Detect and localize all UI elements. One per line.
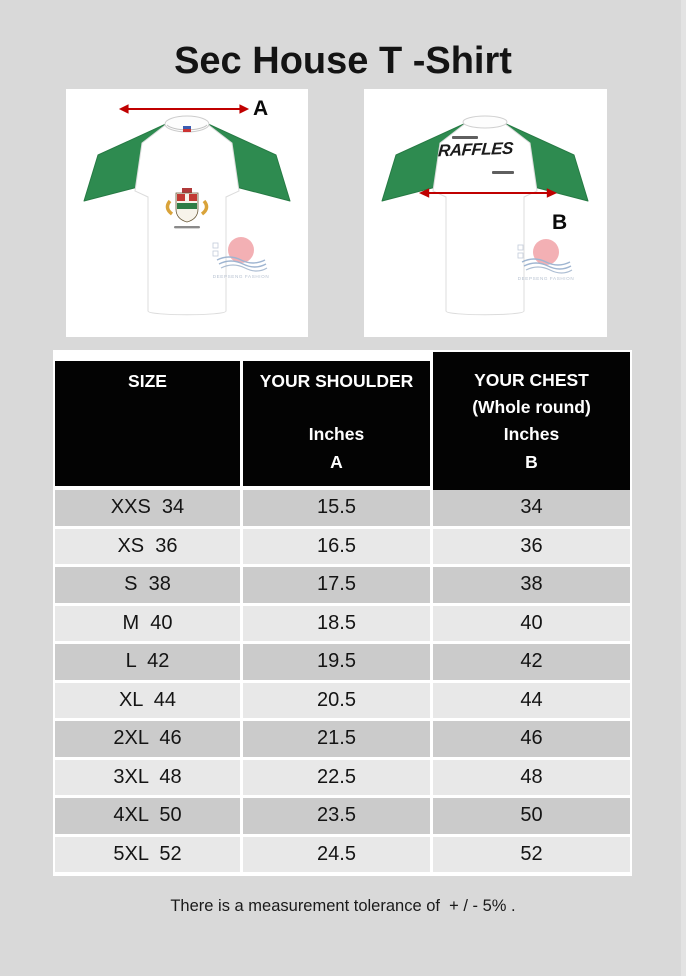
back-print-text: RAFFLES xyxy=(437,138,514,161)
table-row xyxy=(55,683,630,719)
shoulder-cell: 15.5 xyxy=(243,490,430,526)
chest-cell: 46 xyxy=(433,721,630,757)
tolerance-note: There is a measurement tolerance of + / - 5% . xyxy=(170,897,516,915)
chest-cell: 50 xyxy=(433,798,630,834)
size-cell: M 40 xyxy=(55,606,240,642)
column-subtitle-label: (Whole round) xyxy=(472,397,591,417)
chest-cell: 48 xyxy=(433,760,630,796)
table-row xyxy=(55,644,630,680)
shoulder-cell: 21.5 xyxy=(243,721,430,757)
watermark-text: DEEPSENG FASHION xyxy=(212,274,269,279)
size-cell: 5XL 52 xyxy=(55,837,240,873)
table-row xyxy=(55,606,630,642)
size-cell: XL 44 xyxy=(55,683,240,719)
shoulder-cell: 20.5 xyxy=(243,683,430,719)
crest-caption xyxy=(174,226,200,228)
column-unit-label: Inches xyxy=(308,424,365,444)
size-table xyxy=(53,350,632,876)
table-row xyxy=(55,567,630,603)
chest-cell: 42 xyxy=(433,644,630,680)
table-body xyxy=(55,490,630,872)
column-letter-label: B xyxy=(525,452,538,472)
column-unit-label: Inches xyxy=(503,424,560,444)
chest-cell: 34 xyxy=(433,490,630,526)
watermark-logo xyxy=(516,239,574,285)
header-chest xyxy=(433,352,630,490)
watermark-text: DEEPSENG FASHION xyxy=(517,276,574,281)
column-header-label: YOUR CHEST xyxy=(474,370,589,390)
header-shoulder xyxy=(243,361,430,486)
shoulder-cell: 24.5 xyxy=(243,837,430,873)
measure-label-b: B xyxy=(552,211,568,234)
table-row xyxy=(55,490,630,526)
page-title: Sec House T -Shirt xyxy=(174,40,512,82)
column-header-label: SIZE xyxy=(128,371,167,391)
back-shirt-photo xyxy=(364,89,607,337)
table-row xyxy=(55,798,630,834)
shoulder-cell: 16.5 xyxy=(243,529,430,565)
table-row xyxy=(55,721,630,757)
chest-cell: 36 xyxy=(433,529,630,565)
size-cell: 3XL 48 xyxy=(55,760,240,796)
size-cell: XS 36 xyxy=(55,529,240,565)
size-cell: XXS 34 xyxy=(55,490,240,526)
back-print-small-text xyxy=(452,136,478,139)
size-cell: L 42 xyxy=(55,644,240,680)
chest-cell: 38 xyxy=(433,567,630,603)
chest-cell: 52 xyxy=(433,837,630,873)
size-cell: 4XL 50 xyxy=(55,798,240,834)
shoulder-cell: 17.5 xyxy=(243,567,430,603)
back-print-small-text xyxy=(492,171,514,174)
table-row xyxy=(55,529,630,565)
chest-cell: 40 xyxy=(433,606,630,642)
column-header-label: YOUR SHOULDER xyxy=(259,371,414,391)
watermark-logo xyxy=(211,237,269,283)
size-cell: 2XL 46 xyxy=(55,721,240,757)
shoulder-cell: 23.5 xyxy=(243,798,430,834)
table-row xyxy=(55,837,630,873)
column-letter-label: A xyxy=(330,452,343,472)
front-shirt-graphic xyxy=(74,113,300,321)
shoulder-cell: 18.5 xyxy=(243,606,430,642)
chest-cell: 44 xyxy=(433,683,630,719)
page-edge xyxy=(681,0,686,976)
measure-label-a: A xyxy=(253,97,269,120)
collar xyxy=(463,116,507,128)
table-row xyxy=(55,760,630,796)
header-size xyxy=(55,361,240,486)
shoulder-cell: 19.5 xyxy=(243,644,430,680)
front-shirt-photo xyxy=(66,89,308,337)
shoulder-cell: 22.5 xyxy=(243,760,430,796)
size-cell: S 38 xyxy=(55,567,240,603)
chest-measure-arrow-icon xyxy=(418,186,558,200)
